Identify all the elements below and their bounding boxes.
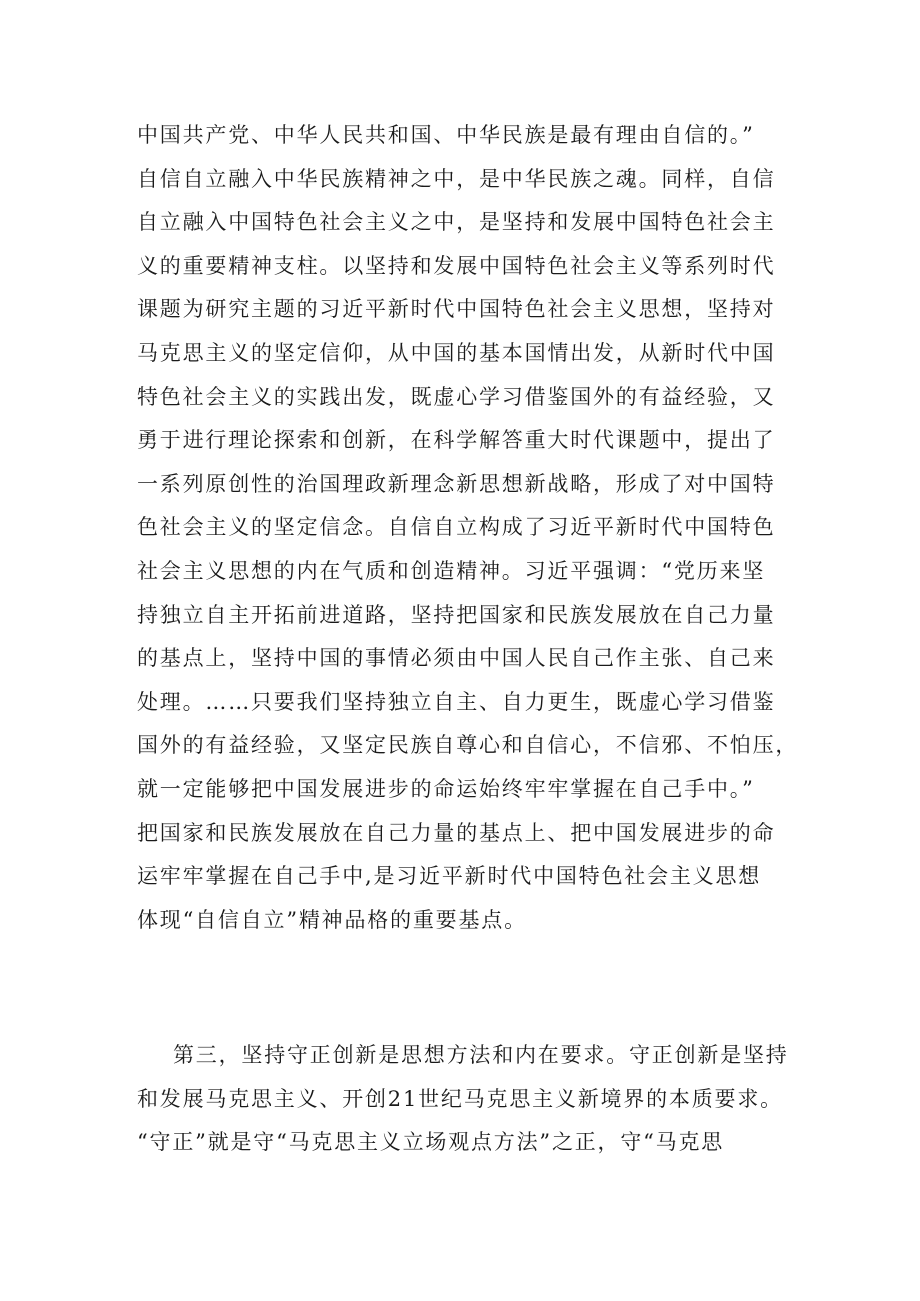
paragraph-line: 社会主义思想的内在气质和创造精神。习近平强调：“党历来坚 [137,558,766,583]
paragraph-line: 色社会主义的坚定信念。自信自立构成了习近平新时代中国特色 [137,515,776,540]
paragraph-line: 特色社会主义的实践出发，既虚心学习借鉴国外的有益经验，又 [137,384,776,409]
paragraph-line: 持独立自主开拓前进道路，坚持把国家和民族发展放在自己力量 [137,602,776,627]
paragraph-line: 处理。……只要我们坚持独立自主、自力更生，既虚心学习借鉴 [137,689,776,714]
paragraph-line: 一系列原创性的治国理政新理念新思想新战略，形成了对中国特 [137,471,776,496]
paragraph-line: 义的重要精神支柱。以坚持和发展中国特色社会主义等系列时代 [137,253,776,278]
paragraph-line: 和发展马克思主义、开创21世纪马克思主义新境界的本质要求。 [137,1086,783,1111]
paragraph-line: 把国家和民族发展放在自己力量的基点上、把中国发展进步的命 [137,820,776,845]
paragraph-line: 国外的有益经验，又坚定民族自尊心和自信心，不信邪、不怕压， [137,733,799,758]
paragraph-1 [137,114,797,942]
paragraph-line: 的基点上，坚持中国的事情必须由中国人民自己作主张、自己来 [137,646,776,671]
paragraph-line: 就一定能够把中国发展进步的命运始终牢牢掌握在自己手中。” [137,776,755,801]
paragraph-line: 课题为研究主题的习近平新时代中国特色社会主义思想，坚持对 [137,297,776,322]
paragraph-line: “守正”就是守“马克思主义立场观点方法”之正，守“马克思 [137,1130,725,1155]
paragraph-line: 马克思主义的坚定信仰，从中国的基本国情出发，从新时代中国 [137,340,776,365]
paragraph-line: 中国共产党、中华人民共和国、中华民族是最有理由自信的。” [137,123,755,147]
paragraph-2 [137,1034,797,1165]
paragraph-line: 勇于进行理论探索和创新，在科学解答重大时代课题中，提出了 [137,428,776,453]
paragraph-line: 自立融入中国特色社会主义之中，是坚持和发展中国特色社会主 [137,210,776,235]
paragraph-line: 自信自立融入中华民族精神之中，是中华民族之魂。同样，自信 [137,166,776,191]
paragraph-line: 运牢牢掌握在自己手中,是习近平新时代中国特色社会主义思想 [137,864,762,889]
paragraph-line: 体现“自信自立”精神品格的重要基点。 [137,907,527,932]
paragraph-line: 第三，坚持守正创新是思想方法和内在要求。守正创新是坚持 [173,1043,789,1067]
